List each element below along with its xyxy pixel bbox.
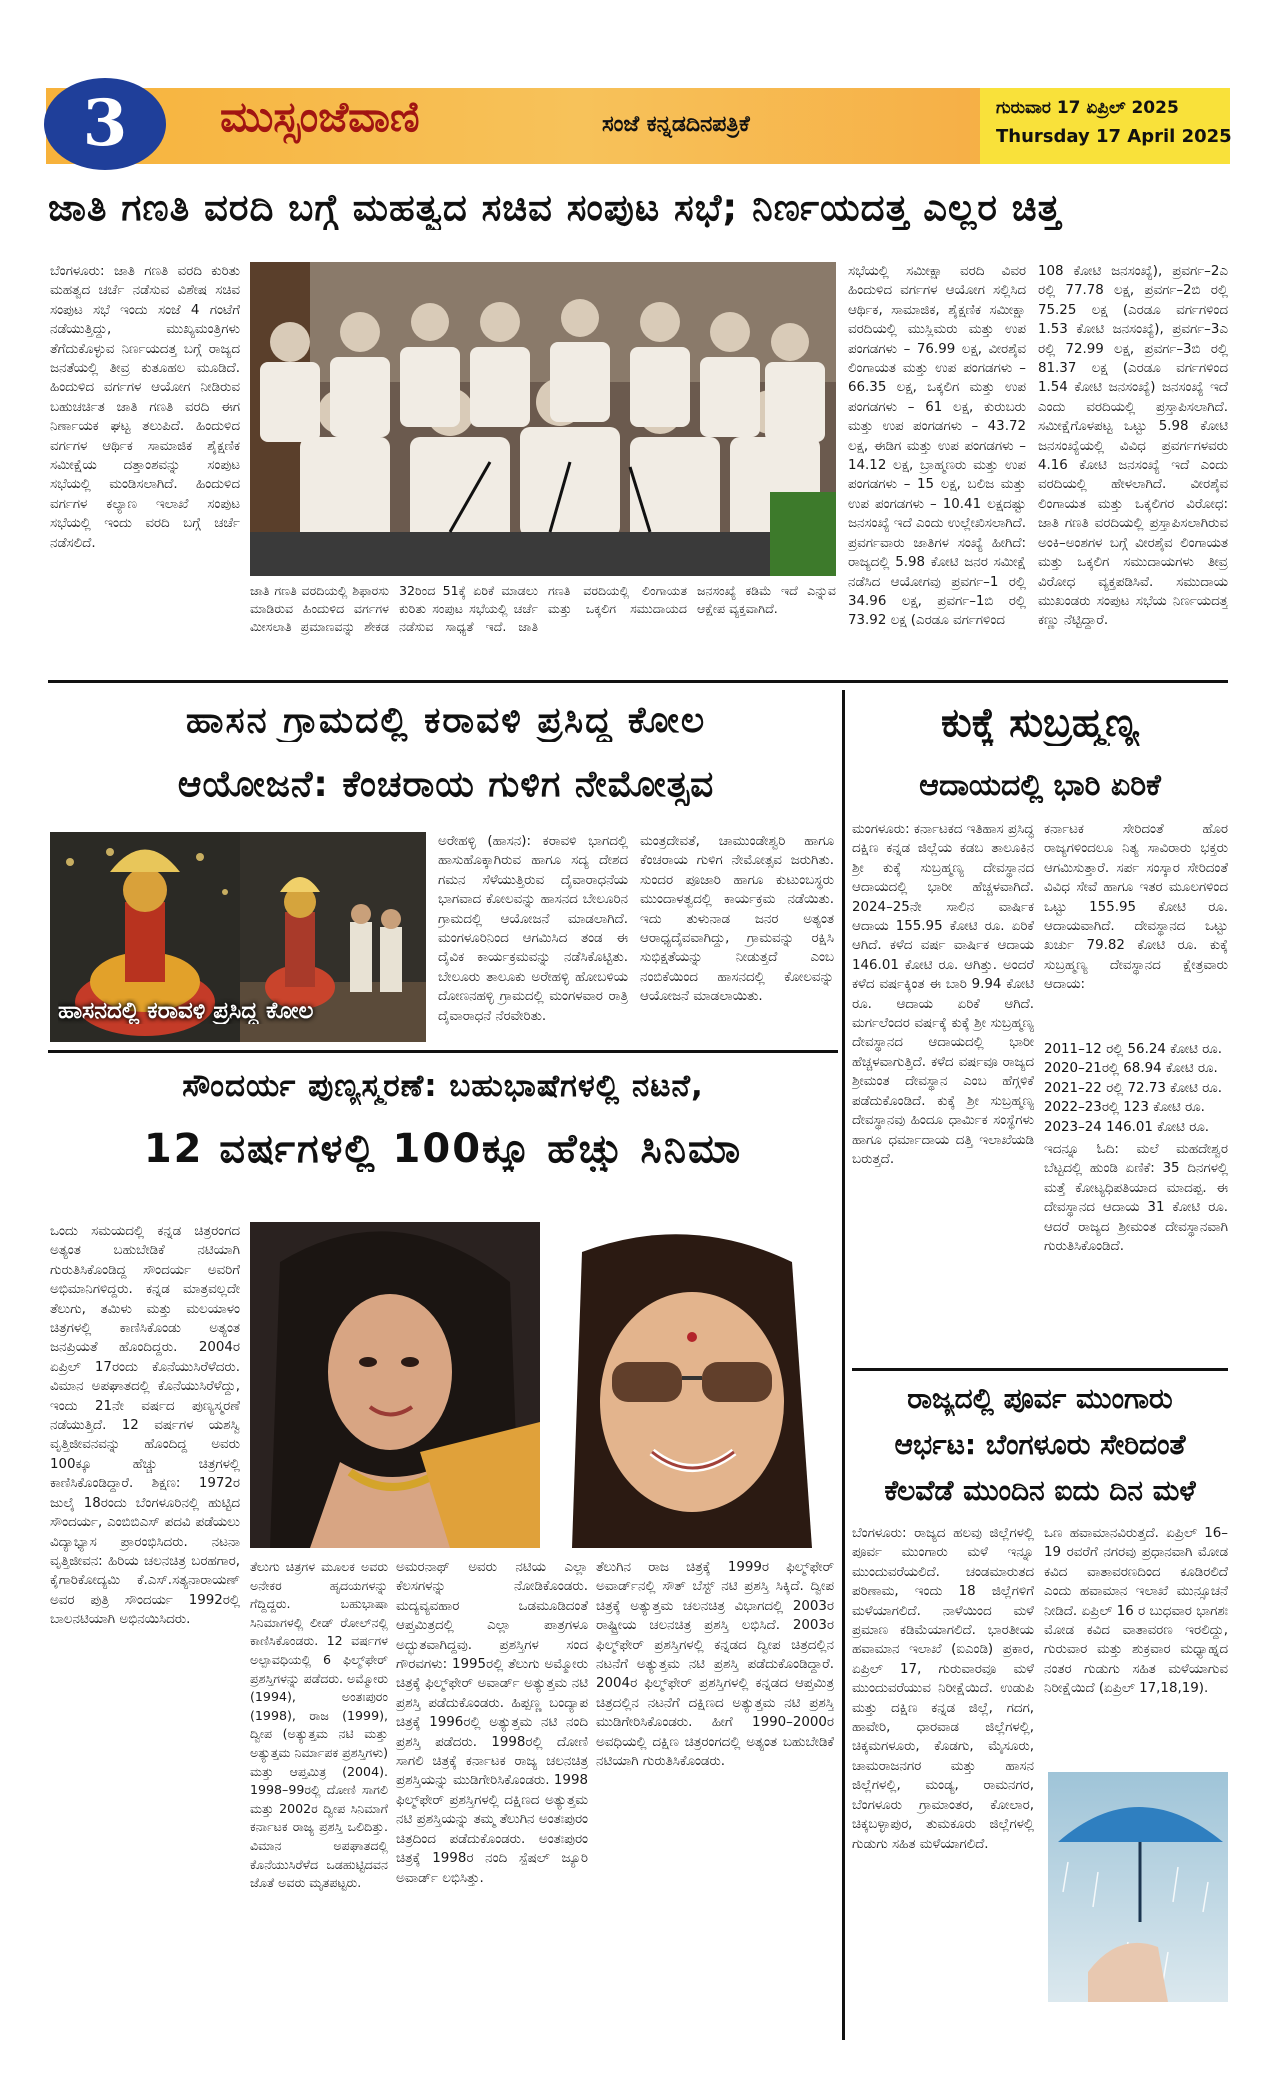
income-list-item: 2021–22 ರಲ್ಲಿ 72.73 ಕೋಟಿ ರೂ. — [1044, 1080, 1222, 1096]
column-divider-vertical — [842, 690, 845, 2040]
date-english: Thursday 17 April 2025 — [996, 126, 1232, 147]
story5-headline-line-1: ರಾಜ್ಯದಲ್ಲಿ ಪೂರ್ವ ಮುಂಗಾರು — [907, 1382, 1173, 1415]
section-divider-1 — [48, 680, 1228, 683]
soundarya-sunglasses-photo — [542, 1222, 834, 1548]
story1-photo-caption-text: ಜಾತಿ ಗಣತಿ ವರದಿಯಲ್ಲಿ ಶಿಫಾರಸು ಮಾಡಿರುವ ಹಿಂದುಳಿದ ವರ್ಗಗಳ ಮೀಸಲಾತಿ ಪ್ರಮಾಣವನ್ನು ಶೇಕಡ 32ರಿಂದ 51ಕ್ಕೆ ಏರಿಕೆ ಮಾಡಲು ಕುರಿತು ಸಂಪುಟ ಸಭೆಯಲ್ಲಿ ಚರ್ಚೆ ನಡೆಸುವ ಸಾಧ್ಯತೆ ಇದೆ. ಜಾತಿ ಗಣತಿ ವರದಿಯಲ್ಲಿ ಲಿಂಗಾಯತ ಮತ್ತು ಒಕ್ಕಲಿಗ ಸಮುದಾಯದ ಜನಸಂಖ್ಯೆ ಕಡಿಮೆ ಇದೆ ಎನ್ನುವ ಆಕ್ಷೇಪ ವ್ಯಕ್ತವಾಗಿದೆ. — [250, 583, 836, 634]
story3-subheadline: ಆದಾಯದಲ್ಲಿ ಭಾರಿ ಏರಿಕೆ — [919, 768, 1161, 803]
story2-column-1: ಅರೇಹಳ್ಳಿ (ಹಾಸನ): ಕರಾವಳಿ ಭಾಗದಲ್ಲಿ ಹಾಸುಹೊಕ್ಕಾಗಿರುವ ಹಾಗೂ ಸದ್ಯ ದೇಶದ ಗಮನ ಸೆಳೆಯುತ್ತಿರುವ ದೈವಾರಾಧನೆಯ ಭಾಗವಾದ ಕೋಲವನ್ನು ಹಾಸನದ ಬೇಲೂರಿನ ಗ್ರಾಮದಲ್ಲಿ ಆಯೋಜನೆ ಮಾಡಲಾಗಿದೆ. ಮಂಗಳೂರಿನಿಂದ ಆಗಮಿಸಿದ ತಂಡ ಈ ದೈವಿಕ ಕಾರ್ಯಕ್ರಮವನ್ನು ನಡೆಸಿಕೊಟ್ಟಿತು. ಬೇಲೂರು ತಾಲೂಕು ಅರೇಹಳ್ಳಿ ಹೋಬಳಿಯ ದೋಣನಹಳ್ಳಿ ಗ್ರಾಮದಲ್ಲಿ ಮಂಗಳವಾರ ರಾತ್ರಿ ದೈವಾರಾಧನೆ ನೆರವೇರಿತು. — [438, 834, 628, 1024]
income-list-item: 2022–23ರಲ್ಲಿ 123 ಕೋಟಿ ರೂ. — [1044, 1100, 1205, 1116]
cabinet-meeting-illustration — [250, 262, 836, 576]
story3-column-1: ಮಂಗಳೂರು: ಕರ್ನಾಟಕದ ಇತಿಹಾಸ ಪ್ರಸಿದ್ಧ ದಕ್ಷಿಣ ಕನ್ನಡ ಜಿಲ್ಲೆಯ ಕಡಬ ತಾಲೂಕಿನ ಶ್ರೀ ಕುಕ್ಕೆ ಸುಬ್ರಹ್ಮಣ್ಯ ದೇವಸ್ಥಾನದ ಆದಾಯದಲ್ಲಿ ಭಾರೀ ಹೆಚ್ಚಳವಾಗಿದೆ. 2024–25ನೇ ಸಾಲಿನ ವಾರ್ಷಿಕ ಆದಾಯ 155.95 ಕೋಟಿ ರೂ. ಏರಿಕೆ ಆಗಿದೆ. ಕಳೆದ ವರ್ಷ ವಾರ್ಷಿಕ ಆದಾಯ 146.01 ಕೋಟಿ ರೂ. ಆಗಿತ್ತು. ಅಂದರೆ ಕಳೆದ ವರ್ಷಕ್ಕಿಂತ ಈ ಬಾರಿ 9.94 ಕೋಟಿ ರೂ. ಆದಾಯ ಏರಿಕೆ ಆಗಿದೆ. ಮರ್ಗಲೆಂದರ ವರ್ಷಕ್ಕೆ ಕುಕ್ಕೆ ಶ್ರೀ ಸುಬ್ರಹ್ಮಣ್ಯ ದೇವಸ್ಥಾನದ ಆದಾಯದಲ್ಲಿ ಭಾರೀ ಹೆಚ್ಚಳವಾಗುತ್ತಿದೆ. ಕಳೆದ ವರ್ಷವೂ ರಾಜ್ಯದ ಶ್ರೀಮಂತ ದೇವಸ್ಥಾನ ಎಂಬ ಹೆಗ್ಗಳಿಕೆ ಪಡೆದುಕೊಂಡಿದೆ. ಕುಕ್ಕೆ ಶ್ರೀ ಸುಬ್ರಹ್ಮಣ್ಯ ದೇವಸ್ಥಾನವು ಹಿಂದೂ ಧಾರ್ಮಿಕ ಸಂಸ್ಥೆಗಳು ಹಾಗೂ ಧರ್ಮಾದಾಯ ದತ್ತಿ ಇಲಾಖೆಯಡಿ ಬರುತ್ತದೆ. — [852, 822, 1034, 1167]
soundarya-portrait-photo — [250, 1222, 540, 1548]
story4-column-4: ತೆಲುಗಿನ ರಾಜ ಚಿತ್ರಕ್ಕೆ 1999ರ ಫಿಲ್ಮ್‌ಫೇರ್ ಅವಾರ್ಡ್‌ನಲ್ಲಿ ಸೌತ್ ಬೆಸ್ಟ್ ನಟಿ ಪ್ರಶಸ್ತಿ ಸಿಕ್ಕಿದೆ. ದ್ವೀಪ ಚಿತ್ರಕ್ಕೆ ಅತ್ಯುತ್ತಮ ಚಲನಚಿತ್ರ ವಿಭಾಗದಲ್ಲಿ 2003ರ ರಾಷ್ಟ್ರೀಯ ಚಲನಚಿತ್ರ ಪ್ರಶಸ್ತಿ ಲಭಿಸಿದೆ. 2003ರ ಫಿಲ್ಮ್‌ಫೇರ್ ಪ್ರಶಸ್ತಿಗಳಲ್ಲಿ ಕನ್ನಡದ ದ್ವೀಪ ಚಿತ್ರದಲ್ಲಿನ ನಟನೆಗೆ ಅತ್ಯುತ್ತಮ ನಟಿ ಪ್ರಶಸ್ತಿ ಪಡೆದುಕೊಂಡಿದ್ದಾರೆ. 2004ರ ಫಿಲ್ಮ್‌ಫೇರ್ ಪ್ರಶಸ್ತಿಗಳಲ್ಲಿ ಕನ್ನಡದ ಆಪ್ತಮಿತ್ರ ಚಿತ್ರದಲ್ಲಿನ ನಟನೆಗೆ ದಕ್ಷಿಣದ ಅತ್ಯುತ್ತಮ ನಟಿ ಪ್ರಶಸ್ತಿ ಮುಡಿಗೇರಿಸಿಕೊಂಡರು. ಹೀಗೆ 1990–2000ರ ಅವಧಿಯಲ್ಲಿ ದಕ್ಷಿಣ ಚಿತ್ರರಂಗದಲ್ಲಿ ಅತ್ಯಂತ ಬಹುಬೇಡಿಕೆ ನಟಿಯಾಗಿ ಗುರುತಿಸಿಕೊಂಡರು. — [596, 1560, 834, 1770]
soundarya-sunglasses-illustration — [542, 1222, 834, 1548]
story5-headline-line-3: ಕೆಲವೆಡೆ ಮುಂದಿನ ಐದು ದಿನ ಮಳೆ — [884, 1474, 1196, 1507]
story2-headline-line-2: ಆಯೋಜನೆ: ಕೆಂಚರಾಯ ಗುಳಿಗ ನೇಮೋತ್ಸವ — [177, 764, 715, 805]
kola-photo-caption: ಹಾಸನದಲ್ಲಿ ಕರಾವಳಿ ಪ್ರಸಿದ್ಧ ಕೋಲ — [58, 998, 314, 1024]
story1-column-4: 108 ಕೋಟಿ ಜನಸಂಖ್ಯೆ), ಪ್ರವರ್ಗ–2ಎ ರಲ್ಲಿ 77.78 ಲಕ್ಷ, ಪ್ರವರ್ಗ–2ಬಿ ರಲ್ಲಿ 75.25 ಲಕ್ಷ (ಎರಡೂ ವರ್ಗಗಳಿಂದ 1.53 ಕೋಟಿ ಜನಸಂಖ್ಯೆ), ಪ್ರವರ್ಗ–3ಎ ರಲ್ಲಿ 72.99 ಲಕ್ಷ, ಪ್ರವರ್ಗ–3ಬಿ ರಲ್ಲಿ 81.37 ಲಕ್ಷ (ಎರಡೂ ವರ್ಗಗಳಿಂದ 1.54 ಕೋಟಿ ಜನಸಂಖ್ಯೆ) ಜನಸಂಖ್ಯೆ ಇದೆ ಎಂದು ವರದಿಯಲ್ಲಿ ಪ್ರಸ್ತಾಪಿಸಲಾಗಿದೆ. ಸಮೀಕ್ಷೆಗೊಳಪಟ್ಟ ಒಟ್ಟು 5.98 ಕೋಟಿ ಜನಸಂಖ್ಯೆಯಲ್ಲಿ ವಿವಿಧ ಪ್ರವರ್ಗಗಳವರು 4.16 ಕೋಟಿ ಜನಸಂಖ್ಯೆ ಇದೆ ಎಂದು ವರದಿಯಲ್ಲಿ ಹೇಳಲಾಗಿದೆ. ವೀರಶೈವ ಲಿಂಗಾಯತ ಮತ್ತು ಒಕ್ಕಲಿಗರ ವಿರೋಧ: ಜಾತಿ ಗಣತಿ ವರದಿಯಲ್ಲಿ ಪ್ರಸ್ತಾಪಿಸಲಾಗಿರುವ ಅಂಕಿ–ಅಂಶಗಳ ಬಗ್ಗೆ ವೀರಶೈವ ಲಿಂಗಾಯತ ಮತ್ತು ಒಕ್ಕಲಿಗ ಸಮುದಾಯಗಳು ತೀವ್ರ ವಿರೋಧ ವ್ಯಕ್ತಪಡಿಸಿವೆ. ಸಮುದಾಯ ಮುಖಂಡರು ಸಂಪುಟ ಸಭೆಯ ನಿರ್ಣಯದತ್ತ ಕಣ್ಣು ನೆಟ್ಟಿದ್ದಾರೆ. — [1038, 264, 1228, 629]
newspaper-tagline: ಸಂಜೆ ಕನ್ನಡದಿನಪತ್ರಿಕೆ — [602, 112, 750, 137]
section-divider-2 — [48, 1050, 838, 1053]
story5-column-2: ಒಣ ಹವಾಮಾನವಿರುತ್ತದೆ. ಏಪ್ರಿಲ್ 16–19 ರವರೆಗೆ ನಗರವು ಪ್ರಧಾನವಾಗಿ ಮೋಡ ಕವಿದ ವಾತಾವರಣದಿಂದ ಕೂಡಿರಲಿದೆ ಎಂದು ಹವಾಮಾನ ಇಲಾಖೆ ಮುನ್ಸೂಚನೆ ನೀಡಿದೆ. ಏಪ್ರಿಲ್ 16 ರ ಬುಧವಾರ ಭಾಗಶಃ ಮೋಡ ಕವಿದ ವಾತಾವರಣ ಇರಲಿದ್ದು, ಗುರುವಾರ ಮತ್ತು ಶುಕ್ರವಾರ ಮಧ್ಯಾಹ್ನದ ನಂತರ ಗುಡುಗು ಸಹಿತ ಮಳೆಯಾಗುವ ನಿರೀಕ್ಷೆಯಿದೆ (ಏಪ್ರಿಲ್ 17,18,19). — [1044, 1526, 1228, 1697]
story5-headline-line-2: ಆರ್ಭಟ: ಬೆಂಗಳೂರು ಸೇರಿದಂತೆ — [894, 1428, 1186, 1461]
story4-headline-line-1: ಸೌಂದರ್ಯ ಪುಣ್ಯಸ್ಮರಣೆ: ಬಹುಭಾಷೆಗಳಲ್ಲಿ ನಟನೆ, — [182, 1068, 704, 1104]
story4-column-1: ಒಂದು ಸಮಯದಲ್ಲಿ ಕನ್ನಡ ಚಿತ್ರರಂಗದ ಅತ್ಯಂತ ಬಹುಬೇಡಿಕೆ ನಟಿಯಾಗಿ ಗುರುತಿಸಿಕೊಂಡಿದ್ದ ಸೌಂದರ್ಯ ಅವರಿಗೆ ಅಭಿಮಾನಿಗಳಿದ್ದರು. ಕನ್ನಡ ಮಾತ್ರವಲ್ಲದೇ ತೆಲುಗು, ತಮಿಳು ಮತ್ತು ಮಲಯಾಳಂ ಚಿತ್ರಗಳಲ್ಲಿ ಕಾಣಿಸಿಕೊಂಡು ಅತ್ಯಂತ ಜನಪ್ರಿಯತೆ ಹೊಂದಿದ್ದರು. 2004ರ ಏಪ್ರಿಲ್ 17ರಂದು ಕೊನೆಯುಸಿರೆಳೆದರು. ವಿಮಾನ ಅಪಘಾತದಲ್ಲಿ ಕೊನೆಯುಸಿರೆಳೆದ್ದು, ಇಂದು 21ನೇ ವರ್ಷದ ಪುಣ್ಯಸ್ಮರಣೆ ನಡೆಯುತ್ತಿದೆ. 12 ವರ್ಷಗಳ ಯಶಸ್ವಿ ವೃತ್ತಿಜೀವನವನ್ನು ಹೊಂದಿದ್ದ ಅವರು 100ಕ್ಕೂ ಹೆಚ್ಚು ಚಿತ್ರಗಳಲ್ಲಿ ಕಾಣಿಸಿಕೊಂಡಿದ್ದಾರೆ. ಶಿಕ್ಷಣ: 1972ರ ಜುಲೈ 18ರಂದು ಬೆಂಗಳೂರಿನಲ್ಲಿ ಹುಟ್ಟಿದ ಸೌಂದರ್ಯ, ಎಂಬಿಬಿಎಸ್ ಪದವಿ ಪಡೆಯಲು ವಿದ್ಯಾಭ್ಯಾಸ ಪ್ರಾರಂಭಿಸಿದರು. ನಟನಾ ವೃತ್ತಿಜೀವನ: ಹಿರಿಯ ಚಲನಚಿತ್ರ ಬರಹಗಾರ, ಕೈಗಾರಿಕೋದ್ಯಮಿ ಕೆ.ಎಸ್.ಸತ್ಯನಾರಾಯಣ್ ಅವರ ಪುತ್ರಿ ಸೌಂದರ್ಯ 1992ರಲ್ಲಿ ಬಾಲನಟಿಯಾಗಿ ಅಭಿನಯಿಸಿದರು. — [50, 1224, 240, 1628]
page-number-badge: 3 — [44, 78, 166, 170]
story4-column-3: ಅಮರನಾಥ್ ಅವರು ನಟಿಯ ಎಲ್ಲಾ ಕೆಲಸಗಳನ್ನು ನೋಡಿಕೊಂಡರು. ಮದ್ಯವ್ಯವಹಾರ ಒಡಮೂಡಿದಂತೆ ಆಪ್ತಮಿತ್ರದಲ್ಲಿ ಎಲ್ಲಾ ಪಾತ್ರಗಳೂ ಅದ್ಭುತವಾಗಿದ್ದವು. ಪ್ರಶಸ್ತಿಗಳ ಸಂದ ಗೌರವಗಳು: 1995ರಲ್ಲಿ ತೆಲುಗು ಅಮ್ಮೋರು ಚಿತ್ರಕ್ಕೆ ಫಿಲ್ಮ್‌ಫೇರ್ ಅವಾರ್ಡ್ ಅತ್ಯುತ್ತಮ ನಟಿ ಪ್ರಶಸ್ತಿ ಪಡೆದುಕೊಂಡರು. ಹಿಪ್ಪಣ್ಣ ಬಂದ್ಯಾಪ ಚಿತ್ರಕ್ಕೆ 1996ರಲ್ಲಿ ಅತ್ಯುತ್ತಮ ನಟಿ ನಂದಿ ಪ್ರಶಸ್ತಿ ಪಡೆದರು. 1998ರಲ್ಲಿ ದೋಣಿ ಸಾಗಲಿ ಚಿತ್ರಕ್ಕೆ ಕರ್ನಾಟಕ ರಾಜ್ಯ ಚಲನಚಿತ್ರ ಪ್ರಶಸ್ತಿಯನ್ನು ಮುಡಿಗೇರಿಸಿಕೊಂಡರು. 1998 ಫಿಲ್ಮ್‌ಫೇರ್ ಪ್ರಶಸ್ತಿಗಳಲ್ಲಿ ದಕ್ಷಿಣದ ಅತ್ಯುತ್ತಮ ನಟಿ ಪ್ರಶಸ್ತಿಯನ್ನು ತಮ್ಮ ತೆಲುಗಿನ ಅಂತಃಪುರಂ ಚಿತ್ರದಿಂದ ಪಡೆದುಕೊಂಡರು. ಅಂತಃಪುರಂ ಚಿತ್ರಕ್ಕೆ 1998ರ ನಂದಿ ಸ್ಪೆಷಲ್ ಜ್ಯೂರಿ ಅವಾರ್ಡ್ ಲಭಿಸಿತ್ತು. — [396, 1560, 588, 1886]
story3-column-2-intro: ಕರ್ನಾಟಕ ಸೇರಿದಂತೆ ಹೊರ ರಾಜ್ಯಗಳಿಂದಲೂ ನಿತ್ಯ ಸಾವಿರಾರು ಭಕ್ತರು ಆಗಮಿಸುತ್ತಾರೆ. ಸರ್ಪ ಸಂಸ್ಕಾರ ಸೇರಿದಂತೆ ವಿವಿಧ ಸೇವೆ ಹಾಗೂ ಇತರ ಮೂಲಗಳಿಂದ ಒಟ್ಟು 155.95 ಕೋಟಿ ರೂ. ಆದಾಯವಾಗಿದೆ. ದೇವಸ್ಥಾನದ ಒಟ್ಟು ಖರ್ಚು 79.82 ಕೋಟಿ ರೂ. ಕುಕ್ಕೆ ಸುಬ್ರಹ್ಮಣ್ಯ ದೇವಸ್ಥಾನದ ಕ್ಷೇತ್ರವಾರು ಆದಾಯ: — [1044, 822, 1228, 993]
story4-column-2: ತೆಲುಗು ಚಿತ್ರಗಳ ಮೂಲಕ ಅವರು ಅನೇಕರ ಹೃದಯಗಳನ್ನು ಗೆದ್ದಿದ್ದರು. ಬಹುಭಾಷಾ ಸಿನಿಮಾಗಳಲ್ಲಿ ಲೀಡ್ ರೋಲ್‌ನಲ್ಲಿ ಕಾಣಿಸಿಕೊಂಡರು. 12 ವರ್ಷಗಳ ಅಲ್ಪಾವಧಿಯಲ್ಲಿ 6 ಫಿಲ್ಮ್‌ಫೇರ್ ಪ್ರಶಸ್ತಿಗಳನ್ನು ಪಡೆದರು. ಅಮ್ಮೋರು (1994), ಅಂತಃಪುರಂ (1998), ರಾಜ (1999), ದ್ವೀಪ (ಅತ್ಯುತ್ತಮ ನಟಿ ಮತ್ತು ಅತ್ಯುತ್ತಮ ನಿರ್ಮಾಪಕ ಪ್ರಶಸ್ತಿಗಳು) ಮತ್ತು ಆಪ್ತಮಿತ್ರ (2004). 1998–99ರಲ್ಲಿ ದೋಣಿ ಸಾಗಲಿ ಮತ್ತು 2002ರ ದ್ವೀಪ ಸಿನಿಮಾಗೆ ಕರ್ನಾಟಕ ರಾಜ್ಯ ಪ್ರಶಸ್ತಿ ಒಲಿದಿತ್ತು. ವಿಮಾನ ಅಪಘಾತದಲ್ಲಿ ಕೊನೆಯುಸಿರೆಳೆದ ಒಡಹುಟ್ಟಿದವನ ಜೊತೆ ಅವರು ಮೃತಪಟ್ಟರು. — [250, 1559, 388, 1891]
story1-column-3: ಸಭೆಯಲ್ಲಿ ಸಮೀಕ್ಷಾ ವರದಿ ವಿವರ ಹಿಂದುಳಿದ ವರ್ಗಗಳ ಆಯೋಗ ಸಲ್ಲಿಸಿದ ಆರ್ಥಿಕ, ಸಾಮಾಜಿಕ, ಶೈಕ್ಷಣಿಕ ಸಮೀಕ್ಷಾ ವರದಿಯಲ್ಲಿ ಮುಸ್ಲಿಮರು ಮತ್ತು ಉಪ ಪಂಗಡಗಳು – 76.99 ಲಕ್ಷ, ವೀರಶೈವ ಲಿಂಗಾಯತ ಮತ್ತು ಉಪ ಪಂಗಡಗಳು – 66.35 ಲಕ್ಷ, ಒಕ್ಕಲಿಗ ಮತ್ತು ಉಪ ಪಂಗಡಗಳು – 61 ಲಕ್ಷ, ಕುರುಬರು ಮತ್ತು ಉಪ ಪಂಗಡಗಳು – 43.72 ಲಕ್ಷ, ಈಡಿಗ ಮತ್ತು ಉಪ ಪಂಗಡಗಳು – 14.12 ಲಕ್ಷ, ಬ್ರಾಹ್ಮಣರು ಮತ್ತು ಉಪ ಪಂಗಡಗಳು – 15 ಲಕ್ಷ, ಬಲಿಜ ಮತ್ತು ಉಪ ಪಂಗಡಗಳು – 10.41 ಲಕ್ಷದಷ್ಟು ಜನಸಂಖ್ಯೆ ಇದೆ ಎಂದು ಉಲ್ಲೇಖಿಸಲಾಗಿದೆ. ಪ್ರವರ್ಗವಾರು ಜಾತಿಗಳ ಸಂಖ್ಯೆ ಹೀಗಿದೆ: ರಾಜ್ಯದಲ್ಲಿ 5.98 ಕೋಟಿ ಜನರ ಸಮೀಕ್ಷೆ ನಡೆಸಿದ ಆಯೋಗವು ಪ್ರವರ್ಗ–1 ರಲ್ಲಿ 34.96 ಲಕ್ಷ, ಪ್ರವರ್ಗ–1ಬಿ ರಲ್ಲಿ 73.92 ಲಕ್ಷ (ಎರಡೂ ವರ್ಗಗಳಿಂದ — [848, 264, 1026, 629]
newspaper-brand: ಮುಸ್ಸಂಜೆವಾಣಿ — [220, 92, 420, 141]
story2-column-2: ಮಂತ್ರದೇವತೆ, ಚಾಮುಂಡೇಶ್ವರಿ ಹಾಗೂ ಕೆಂಚರಾಯ ಗುಳಿಗ ನೇಮೋತ್ಸವ ಜರುಗಿತು. ಸುಂದರ ಪೂಜಾರಿ ಹಾಗೂ ಕುಟುಂಬಸ್ಥರು ಮುಂದಾಳತ್ವದಲ್ಲಿ ಕಾರ್ಯಕ್ರಮ ನಡೆಯಿತು. ಇದು ತುಳುನಾಡ ಜನರ ಅತ್ಯಂತ ಆರಾಧ್ಯದೈವವಾಗಿದ್ದು, ಗ್ರಾಮವನ್ನು ರಕ್ಷಿಸಿ ಸುಭಿಕ್ಷತೆಯನ್ನು ನೀಡುತ್ತದೆ ಎಂಬ ನಂಬಿಕೆಯಿಂದ ಹಾಸನದಲ್ಲಿ ಕೋಲವನ್ನು ಆಯೋಜನೆ ಮಾಡಲಾಯಿತು. — [640, 834, 834, 1005]
date-kannada: ಗುರುವಾರ 17 ಏಪ್ರಿಲ್ 2025 — [996, 98, 1179, 118]
story3-income-list — [1044, 1040, 1228, 1140]
income-list-item: 2020–21ರಲ್ಲಿ 68.94 ಕೋಟಿ ರೂ. — [1044, 1061, 1218, 1077]
rain-umbrella-illustration — [1048, 1772, 1228, 2002]
income-list-item: 2023–24 146.01 ಕೋಟಿ ರೂ. — [1044, 1119, 1210, 1135]
section-divider-right — [852, 1368, 1228, 1371]
story1-column-1: ಬೆಂಗಳೂರು: ಜಾತಿ ಗಣತಿ ವರದಿ ಕುರಿತು ಮಹತ್ವದ ಚರ್ಚೆ ನಡೆಸುವ ವಿಶೇಷ ಸಚಿವ ಸಂಪುಟ ಸಭೆ ಇಂದು ಸಂಜೆ 4 ಗಂಟೆಗೆ ನಡೆಯುತ್ತಿದ್ದು, ಮುಖ್ಯಮಂತ್ರಿಗಳು ತೆಗೆದುಕೊಳ್ಳುವ ನಿರ್ಣಯದತ್ತ ಬಗ್ಗೆ ರಾಜ್ಯದ ಜನತೆಯಲ್ಲಿ ತೀವ್ರ ಕುತೂಹಲ ಮೂಡಿದೆ. ಹಿಂದುಳಿದ ವರ್ಗಗಳ ಆಯೋಗ ನೀಡಿರುವ ಬಹುಚರ್ಚಿತ ಜಾತಿ ಗಣತಿ ವರದಿ ಈಗ ನಿರ್ಣಾಯಕ ಘಟ್ಟ ತಲುಪಿದೆ. ಹಿಂದುಳಿದ ವರ್ಗಗಳ ಆರ್ಥಿಕ ಸಾಮಾಜಿಕ ಶೈಕ್ಷಣಿಕ ಸಮೀಕ್ಷೆಯ ದತ್ತಾಂಶವನ್ನು ಸಂಪುಟ ಸಭೆಯಲ್ಲಿ ಮಂಡಿಸಲಾಗಿದೆ. ಹಿಂದುಳಿದ ವರ್ಗಗಳ ಕಲ್ಯಾಣ ಇಲಾಖೆ ಸಂಪುಟ ಸಭೆಯಲ್ಲಿ ಇಂದು ವರದಿ ಬಗ್ಗೆ ಚರ್ಚೆ ನಡೆಸಲಿದೆ. — [50, 264, 240, 551]
cabinet-meeting-photo — [250, 262, 836, 576]
story3-column-2-outro: ಇದನ್ನೂ ಓದಿ: ಮಲೆ ಮಹದೇಶ್ವರ ಬೆಟ್ಟದಲ್ಲಿ ಹುಂಡಿ ಏಣಿಕೆ: 35 ದಿನಗಳಲ್ಲಿ ಮತ್ತೆ ಕೋಟ್ಯಧಿಪತಿಯಾದ ಮಾದಪ್ಪ. ಈ ದೇವಸ್ಥಾನದ ಆದಾಯ 31 ಕೋಟಿ ರೂ. ಆದರೆ ರಾಜ್ಯದ ಶ್ರೀಮಂತ ದೇವಸ್ಥಾನವಾಗಿ ಗುರುತಿಸಿಕೊಂಡಿದೆ. — [1044, 1142, 1228, 1255]
income-list-item: 2011–12 ರಲ್ಲಿ 56.24 ಕೋಟಿ ರೂ. — [1044, 1042, 1222, 1057]
story5-column-1: ಬೆಂಗಳೂರು: ರಾಜ್ಯದ ಹಲವು ಜಿಲ್ಲೆಗಳಲ್ಲಿ ಪೂರ್ವ ಮುಂಗಾರು ಮಳೆ ಇನ್ನೂ ಮುಂದುವರೆಯಲಿದೆ. ಚಂಡಮಾರುತದ ಪರಿಣಾಮ, ಇಂದು 18 ಜಿಲ್ಲೆಗಳಿಗೆ ಮಳೆಯಾಗಲಿದೆ. ನಾಳೆಯಿಂದ ಮಳೆ ಪ್ರಮಾಣ ಕಡಿಮೆಯಾಗಲಿದೆ. ಭಾರತೀಯ ಹವಾಮಾನ ಇಲಾಖೆ (ಐಎಂಡಿ) ಪ್ರಕಾರ, ಏಪ್ರಿಲ್ 17, ಗುರುವಾರವೂ ಮಳೆ ಮುಂದುವರೆಯುವ ನಿರೀಕ್ಷೆಯಿದೆ. ಉಡುಪಿ ಮತ್ತು ದಕ್ಷಿಣ ಕನ್ನಡ ಜಿಲ್ಲೆ, ಗದಗ, ಹಾವೇರಿ, ಧಾರವಾಡ ಜಿಲ್ಲೆಗಳಲ್ಲಿ, ಚಿಕ್ಕಮಗಳೂರು, ಕೊಡಗು, ಮೈಸೂರು, ಚಾಮರಾಜನಗರ ಮತ್ತು ಹಾಸನ ಜಿಲ್ಲೆಗಳಲ್ಲಿ, ಮಂಡ್ಯ, ರಾಮನಗರ, ಬೆಂಗಳೂರು ಗ್ರಾಮಾಂತರ, ಕೋಲಾರ, ಚಿಕ್ಕಬಳ್ಳಾಪುರ, ತುಮಕೂರು ಜಿಲ್ಲೆಗಳಲ್ಲಿ ಗುಡುಗು ಸಹಿತ ಮಳೆಯಾಗಲಿದೆ. — [852, 1526, 1034, 1852]
story4-headline-line-2: 12 ವರ್ಷಗಳಲ್ಲಿ 100ಕ್ಕೂ ಹೆಚ್ಚು ಸಿನಿಮಾ — [143, 1126, 743, 1172]
story1-headline: ಜಾತಿ ಗಣತಿ ವರದಿ ಬಗ್ಗೆ ಮಹತ್ವದ ಸಚಿವ ಸಂಪುಟ ಸಭೆ; ನಿರ್ಣಯದತ್ತ ಎಲ್ಲರ ಚಿತ್ತ — [48, 186, 1062, 229]
rain-umbrella-photo — [1048, 1772, 1228, 2002]
soundarya-portrait-illustration — [250, 1222, 540, 1548]
story2-headline-line-1: ಹಾಸನ ಗ್ರಾಮದಲ್ಲಿ ಕರಾವಳಿ ಪ್ರಸಿದ್ಧ ಕೋಲ — [185, 700, 707, 741]
story3-headline: ಕುಕ್ಕೆ ಸುಬ್ರಹ್ಮಣ್ಯ — [941, 700, 1139, 746]
